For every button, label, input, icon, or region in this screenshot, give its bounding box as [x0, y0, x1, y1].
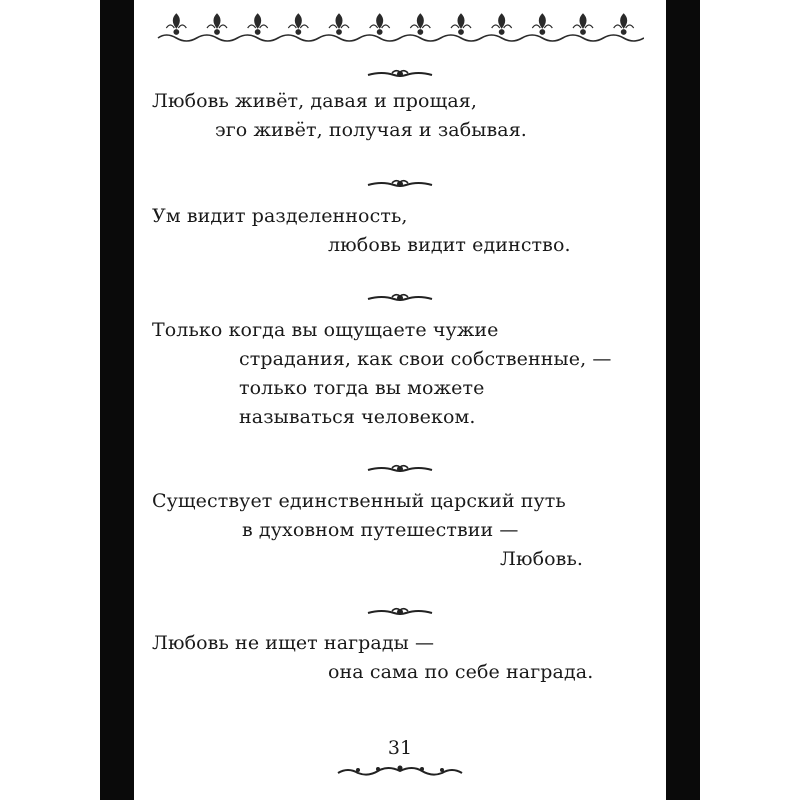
- flourish-divider-icon: [364, 178, 436, 190]
- right-frame-edge: [666, 0, 700, 800]
- book-page: [134, 0, 666, 800]
- stanza-3-line-4: называться человеком.: [239, 406, 476, 428]
- stanza-1-line-1: Любовь живёт, давая и прощая,: [152, 90, 477, 112]
- flourish-divider-icon: [364, 463, 436, 475]
- stanza-2-line-1: Ум видит разделенность,: [152, 205, 408, 227]
- stanza-5-line-1: Любовь не ищет награды —: [152, 632, 435, 654]
- left-frame-edge: [100, 0, 134, 800]
- stanza-5-line-2: она сама по себе награда.: [328, 661, 594, 683]
- floral-border-icon: [156, 8, 644, 48]
- stanza-3-line-3: только тогда вы можете: [239, 377, 485, 399]
- stanza-3-line-1: Только когда вы ощущаете чужие: [152, 319, 499, 341]
- flourish-divider-icon: [364, 606, 436, 618]
- stanza-2-line-2: любовь видит единство.: [328, 234, 571, 256]
- stanza-3-line-2: страдания, как свои собственные, —: [239, 348, 612, 370]
- page-number: 31: [387, 737, 413, 759]
- stanza-4-line-1: Существует единственный царский путь: [152, 490, 566, 512]
- flourish-divider-icon: [364, 68, 436, 80]
- stanza-4-line-3: Любовь.: [500, 548, 584, 570]
- scroll-border-icon: [334, 764, 466, 778]
- stanza-4-line-2: в духовном путешествии —: [242, 519, 519, 541]
- stanza-1-line-2: эго живёт, получая и забывая.: [215, 119, 527, 141]
- flourish-divider-icon: [364, 292, 436, 304]
